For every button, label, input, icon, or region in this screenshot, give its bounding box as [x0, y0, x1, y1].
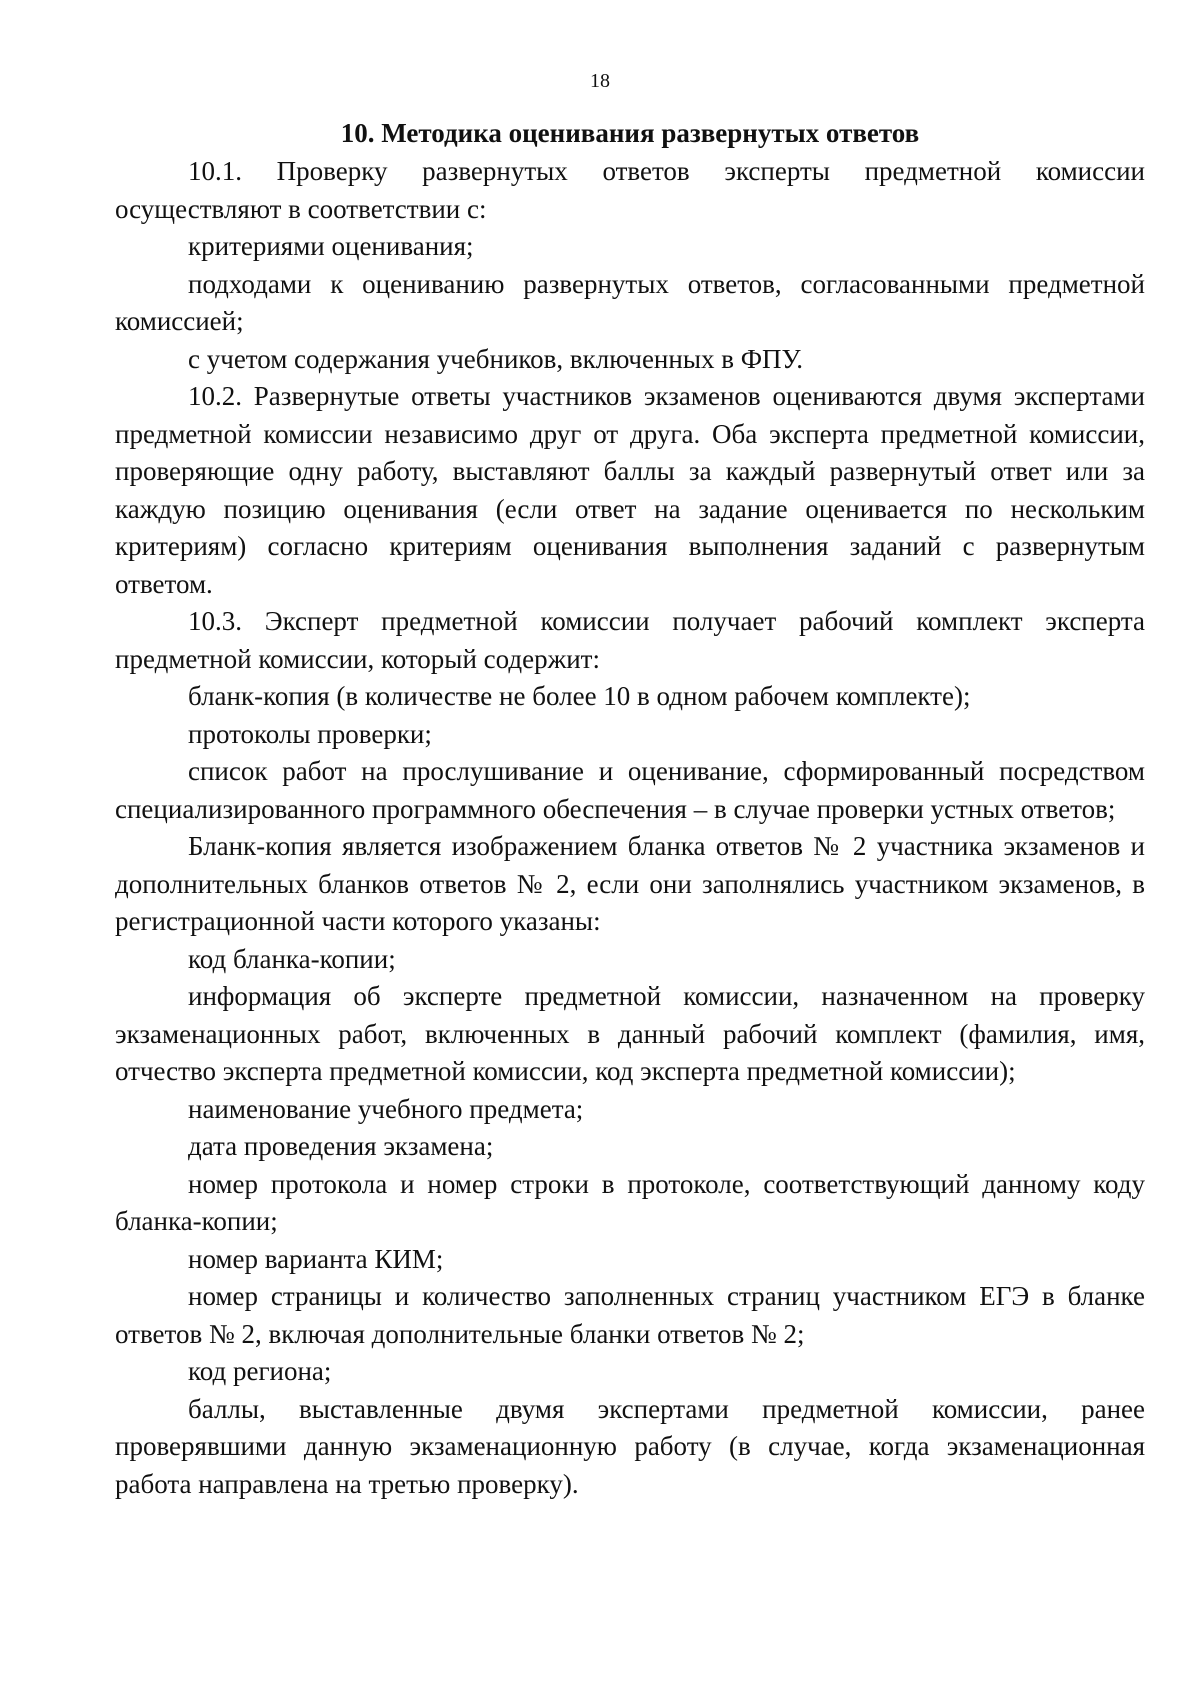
paragraph-10-3: 10.3. Эксперт предметной комиссии получает рабочий комплект эксперта предметной комиссии, который содержит:: [115, 606, 1145, 674]
paragraph-blank-copy-definition: Бланк-копия является изображением бланка ответов № 2 участника экзаменов и дополнительных бланков ответов № 2, если они заполнялись участником экзаменов, в регистрационной части которого указаны:: [115, 831, 1145, 936]
list-item-textbooks: с учетом содержания учебников, включенных в ФПУ.: [188, 343, 804, 374]
paragraph-10-2: 10.2. Развернутые ответы участников экзаменов оцениваются двумя экспертами предметной комиссии независимо друг от друга. Оба эксперта предметной комиссии, проверяющие одну работу, выставляют баллы за каждый развернутый ответ или за каждую позицию оценивания (если ответ на задание оценивается по нескольким критериям) согласно критериям оценивания выполнения заданий с развернутым ответом.: [115, 381, 1145, 599]
list-item-previous-scores: баллы, выставленные двумя экспертами предметной комиссии, ранее проверявшими данную экзаменационную работу (в случае, когда экзаменационная работа направлена на третью проверку).: [115, 1393, 1145, 1499]
list-item-kim-variant: номер варианта КИМ;: [188, 1243, 444, 1274]
list-item-criteria: критериями оценивания;: [188, 231, 474, 261]
list-item-subject-name: наименование учебного предмета;: [188, 1093, 584, 1124]
page-number: 18: [590, 70, 610, 92]
list-item-approaches: подходами к оцениванию развернутых ответов, согласованными предметной комиссией;: [115, 268, 1145, 336]
list-item-expert-info: информация об эксперте предметной комиссии, назначенном на проверку экзаменационных работ, включенных в данный рабочий комплект (фамилия, имя, отчество эксперта предметной комиссии, код эксперта предметной комиссии);: [115, 981, 1145, 1086]
list-item-listening-list: список работ на прослушивание и оценивание, сформированный посредством специализированного программного обеспечения – в случае проверки устных ответов;: [115, 756, 1145, 824]
list-item-protocol-number: номер протокола и номер строки в протоколе, соответствующий данному коду бланка-копии;: [115, 1168, 1145, 1236]
section-heading: 10. Методика оценивания развернутых ответов: [340, 118, 920, 148]
list-item-protocols: протоколы проверки;: [188, 718, 432, 749]
list-item-region-code: код региона;: [188, 1356, 332, 1386]
list-item-exam-date: дата проведения экзамена;: [188, 1131, 494, 1161]
paragraph-10-1: 10.1. Проверку развернутых ответов эксперты предметной комиссии осуществляют в соответствии с:: [115, 156, 1145, 224]
list-item-page-count: номер страницы и количество заполненных страниц участником ЕГЭ в бланке ответов № 2, включая дополнительные бланки ответов № 2;: [115, 1281, 1145, 1349]
list-item-blank-copy: бланк-копия (в количестве не более 10 в одном рабочем комплекте);: [188, 681, 971, 711]
document-body: [115, 115, 1145, 1503]
list-item-blank-code: код бланка-копии;: [188, 943, 396, 974]
